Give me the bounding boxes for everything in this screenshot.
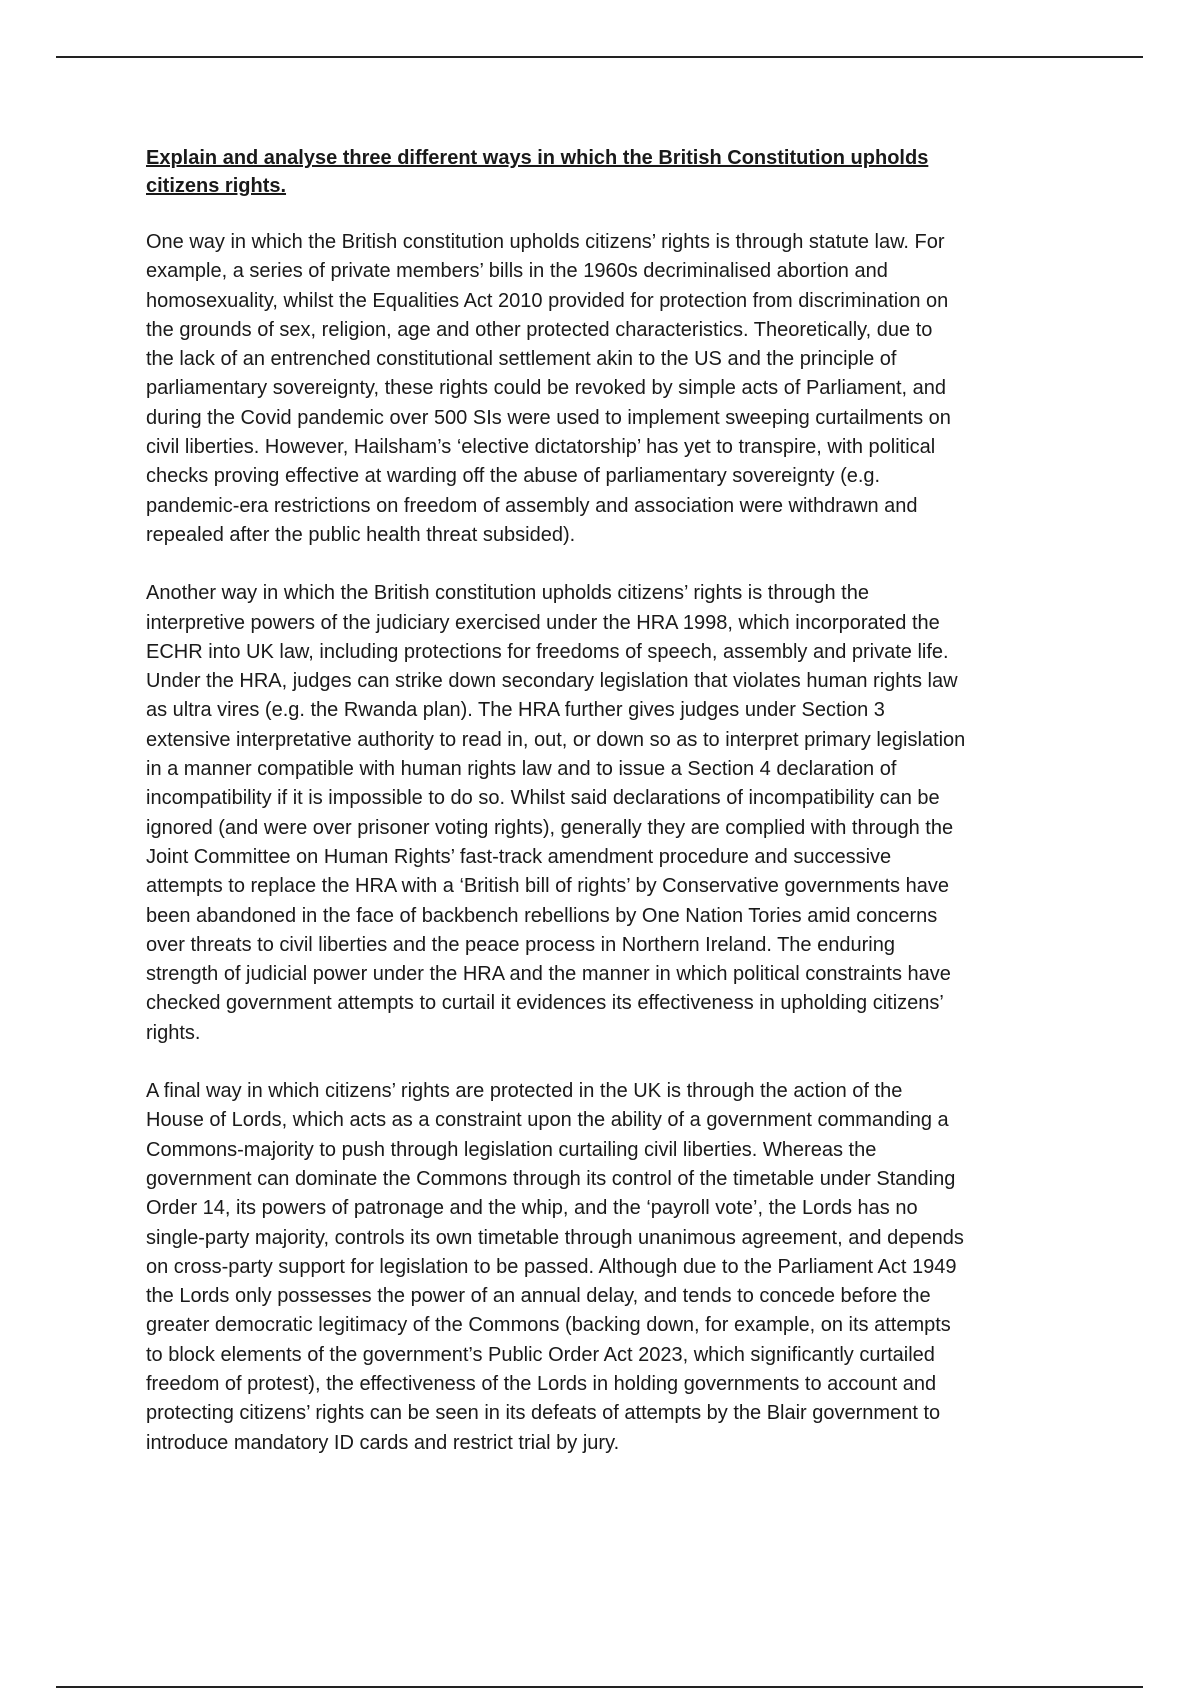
paragraph-judiciary-hra: Another way in which the British constitution upholds citizens’ rights is through the interpretive powers of the judiciary exercised under the HRA 1998, which incorporated the ECHR into UK law, including protections for freedoms of speech, assembly and private life. Under the HRA, judges can strike down secondary legislation that violates human rights law as ultra vires (e.g. the Rwanda plan). The HRA further gives judges under Section 3 extensive interpretative authority to read in, out, or down so as to interpret primary legislation in a manner compatible with human rights law and to issue a Section 4 declaration of incompatibility if it is impossible to do so. Whilst said declarations of incompatibility can be ignored (and were over prisoner voting rights), generally they are complied with through the Joint Committee on Human Rights’ fast-track amendment procedure and successive attempts to replace the HRA with a ‘British bill of rights’ by Conservative governments have been abandoned in the face of backbench rebellions by One Nation Tories amid concerns over threats to civil liberties and the peace process in Northern Ireland. The enduring strength of judicial power under the HRA and the manner in which political constraints have checked government attempts to curtail it evidences its effectiveness in upholding citizens’ rights. [146,582,966,1044]
document-body [146,144,1066,1487]
paragraph-statute-law: One way in which the British constitution upholds citizens’ rights is through statute law. For example, a series of private members’ bills in the 1960s decriminalised abortion and homosexuality, whilst the Equalities Act 2010 provided for protection from discrimination on the grounds of sex, religion, age and other protected characteristics. Theoretically, due to the lack of an entrenched constitutional settlement akin to the US and the principle of parliamentary sovereignty, these rights could be revoked by simple acts of Parliament, and during the Covid pandemic over 500 SIs were used to implement sweeping curtailments on civil liberties. However, Hailsham’s ‘elective dictatorship’ has yet to transpire, with political checks proving effective at warding off the abuse of parliamentary sovereignty (e.g. pandemic-era restrictions on freedom of assembly and association were withdrawn and repealed after the public health threat subsided). [146,231,951,546]
essay-question-title: Explain and analyse three different ways in which the British Constitution upholds citizens rights. [146,147,929,197]
top-divider [56,56,1143,58]
bottom-divider [56,1686,1143,1688]
paragraph-house-of-lords: A final way in which citizens’ rights are protected in the UK is through the action of the House of Lords, which acts as a constraint upon the ability of a government commanding a Commons-majority to push through legislation curtailing civil liberties. Whereas the government can dominate the Commons through its control of the timetable under Standing Order 14, its powers of patronage and the whip, and the ‘payroll vote’, the Lords has no single-party majority, controls its own timetable through unanimous agreement, and depends on cross-party support for legislation to be passed. Although due to the Parliament Act 1949 the Lords only possesses the power of an annual delay, and tends to concede before the greater democratic legitimacy of the Commons (backing down, for example, on its attempts to block elements of the government’s Public Order Act 2023, which significantly curtailed freedom of protest), the effectiveness of the Lords in holding governments to account and protecting citizens’ rights can be seen in its defeats of attempts by the Blair government to introduce mandatory ID cards and restrict trial by jury. [146,1080,964,1454]
